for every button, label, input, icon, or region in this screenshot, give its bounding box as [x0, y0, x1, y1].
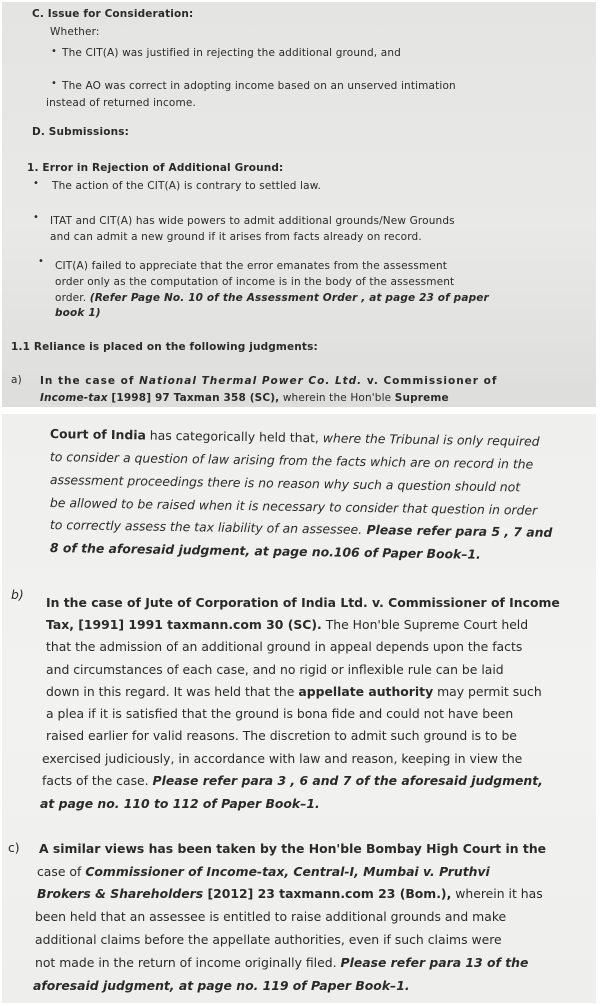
reference-text: book 1): [55, 307, 101, 319]
text-run: Supreme: [394, 392, 449, 404]
body-text: raised earlier for valid reasons. The discretion to admit such ground is to be: [46, 728, 517, 743]
body-text: been held that an assessee is entitled to raise additional grounds and make: [35, 909, 507, 924]
text-run: down in this regard. It was held that the: [46, 684, 299, 699]
list-marker: c): [8, 840, 20, 855]
case-name: National Thermal Power Co. Ltd.: [139, 375, 363, 387]
body-text: instead of returned income.: [46, 97, 196, 109]
text-run: not made in the return of income originally filed.: [35, 955, 341, 970]
reference-text: Please refer para 3 , 6 and 7 of the aforesaid judgment,: [152, 773, 543, 788]
case-citation: In the case of Jute of Corporation of India Ltd. v. Commissioner of Income: [46, 595, 560, 610]
text-run: The Hon'ble Supreme Court held: [321, 617, 529, 632]
body-text: [35, 955, 528, 970]
body-text: The AO was correct in adopting income based on an unserved intimation: [62, 80, 456, 92]
case-citation: [40, 392, 449, 404]
case-name: Brokers & Shareholders: [37, 886, 204, 901]
text-run: In the case of: [40, 375, 140, 387]
body-text: [46, 617, 528, 632]
case-citation: [2012] 23 taxmann.com 23 (Bom.),: [203, 886, 452, 901]
body-text: [37, 864, 490, 879]
body-text: [55, 292, 489, 304]
document-photo-top: [2, 2, 596, 407]
text-run: facts of the case.: [42, 773, 153, 788]
quoted-holding: to correctly assess the tax liability of an assessee.: [49, 517, 363, 537]
text-run: order.: [55, 292, 90, 304]
body-text: order only as the computation of income is in the body of the assessment: [55, 276, 455, 288]
case-citation: [40, 375, 497, 387]
section-heading: D. Submissions:: [32, 126, 129, 138]
section-heading: 1.1 Reliance is placed on the following judgments:: [11, 341, 318, 353]
reference-text: 8 of the aforesaid judgment, at page no.106 of Paper Book–1.: [49, 540, 481, 562]
body-text: A similar views has been taken by the Hon'ble Bombay High Court in the: [39, 841, 547, 856]
court-name: Court of India: [49, 426, 147, 443]
body-text: The CIT(A) was justified in rejecting the additional ground, and: [62, 47, 401, 59]
body-text: and can admit a new ground if it arises from facts already on record.: [50, 231, 422, 243]
body-text: [50, 426, 540, 449]
body-text: [42, 773, 543, 788]
text-run: [1998] 97 Taxman 358 (SC),: [107, 392, 280, 404]
bullet-icon: •: [33, 178, 39, 189]
body-text: exercised judiciously, in accordance with law and reason, keeping in view the: [42, 751, 523, 766]
reference-text: aforesaid judgment, at page no. 119 of Paper Book–1.: [33, 978, 410, 993]
text-run: has categorically held that,: [145, 427, 323, 446]
body-text: additional claims before the appellate authorities, even if such claims were: [35, 932, 502, 947]
body-text: The action of the CIT(A) is contrary to settled law.: [52, 180, 321, 192]
body-text: [37, 886, 543, 901]
case-name: Income-tax: [40, 392, 108, 404]
reference-text: (Refer Page No. 10 of the Assessment Order , at page 23 of paper: [89, 292, 489, 304]
case-citation: Tax, [1991] 1991 taxmann.com 30 (SC).: [46, 617, 322, 632]
text-run: wherein it has: [451, 886, 543, 901]
body-text: Whether:: [50, 26, 100, 38]
text-run: appellate authority: [298, 684, 434, 699]
quoted-holding: be allowed to be raised when it is necessary to consider that question in order: [49, 495, 538, 518]
document-photo-bottom: [2, 414, 596, 1003]
section-heading: C. Issue for Consideration:: [32, 8, 194, 20]
body-text: that the admission of an additional ground in appeal depends upon the facts: [46, 639, 523, 654]
subsection-heading: 1. Error in Rejection of Additional Ground:: [27, 162, 284, 174]
quoted-holding: where the Tribunal is only required: [322, 430, 540, 449]
body-text: [50, 517, 553, 540]
list-marker: b): [11, 587, 24, 602]
list-marker: a): [11, 374, 22, 386]
text-run: case of: [37, 864, 86, 879]
bullet-icon: •: [51, 46, 57, 57]
bullet-icon: •: [33, 212, 39, 223]
text-run: v. Commissioner of: [362, 375, 498, 387]
reference-text: at page no. 110 to 112 of Paper Book–1.: [40, 796, 320, 811]
quoted-holding: assessment proceedings there is no reason why such a question should not: [49, 472, 521, 495]
text-run: wherein the Hon'ble: [279, 392, 395, 404]
body-text: and circumstances of each case, and no rigid or inflexible rule can be laid: [46, 662, 504, 677]
quoted-holding: to consider a question of law arising from the facts which are on record in the: [49, 449, 534, 472]
reference-text: Please refer para 13 of the: [340, 955, 529, 970]
body-text: CIT(A) failed to appreciate that the error emanates from the assessment: [55, 260, 448, 272]
bullet-icon: •: [38, 256, 44, 267]
case-name: Commissioner of Income-tax, Central-I, Mumbai v. Pruthvi: [85, 864, 490, 879]
body-text: [46, 684, 542, 699]
body-text: ITAT and CIT(A) has wide powers to admit additional grounds/New Grounds: [50, 215, 455, 227]
body-text: a plea if it is satisfied that the ground is bona fide and could not have been: [46, 706, 514, 721]
bullet-icon: •: [51, 78, 57, 89]
text-run: may permit such: [433, 684, 542, 699]
reference-text: Please refer para 5 , 7 and: [362, 521, 553, 540]
